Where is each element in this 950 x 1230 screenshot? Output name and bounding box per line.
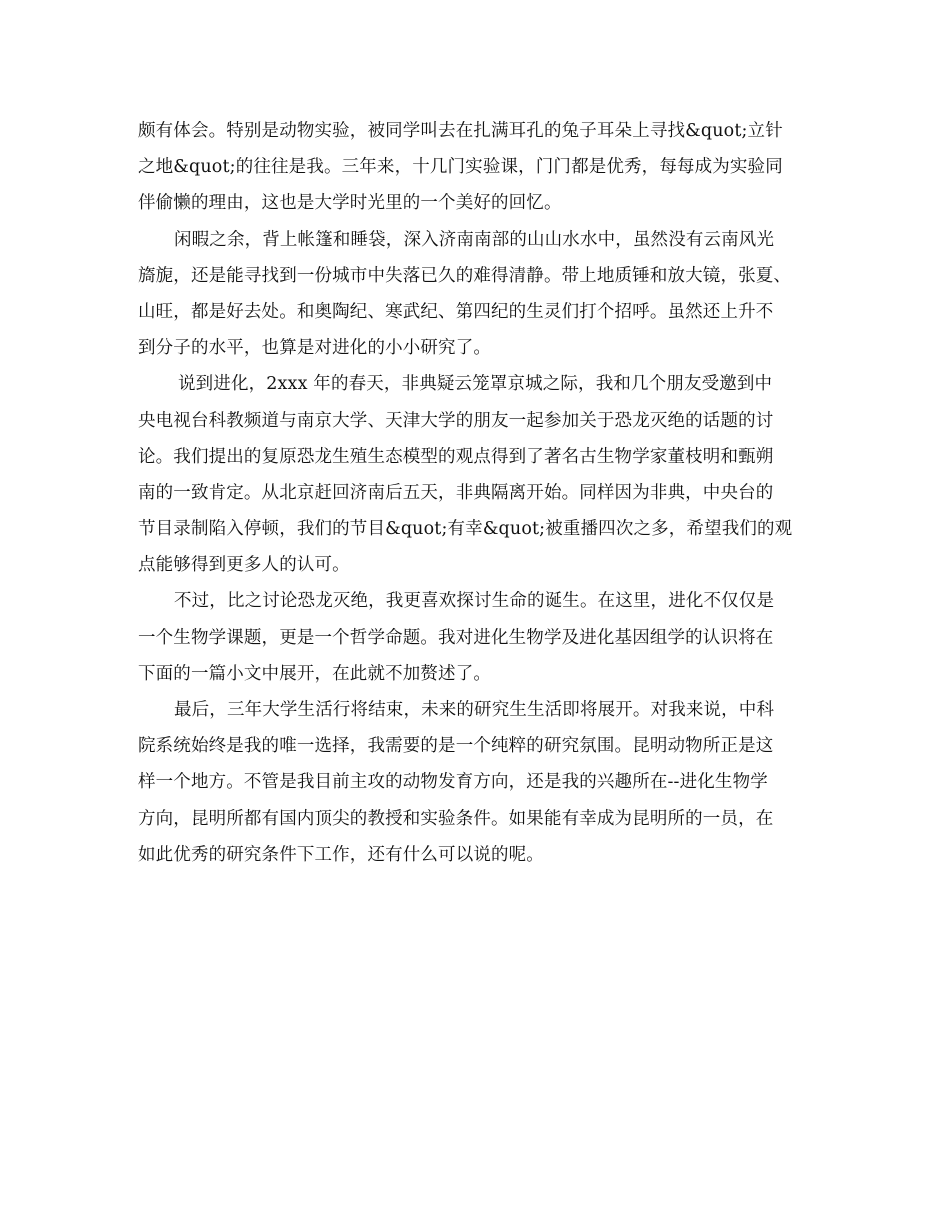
text-line: 节目录制陷入停顿，我们的节目&quot;有幸&quot;被重播四次之多，希望我们的观 xyxy=(138,519,793,540)
text-line: 如此优秀的研究条件下工作，还有什么可以说的呢。 xyxy=(138,844,544,865)
text-line: 央电视台科教频道与南京大学、天津大学的朋友一起参加关于恐龙灭绝的话题的讨 xyxy=(138,410,774,431)
text-line: 之地&quot;的往往是我。三年来，十几门实验课，门门都是优秀，每每成为实验同 xyxy=(138,157,783,178)
paragraph-start-line: 说到进化，2xxx 年的春天，非典疑云笼罩京城之际，我和几个朋友受邀到中 xyxy=(178,374,773,395)
text-line: 山旺，都是好去处。和奥陶纪、寒武纪、第四纪的生灵们打个招呼。虽然还上升不 xyxy=(138,301,774,322)
text-line: 一个生物学课题，更是一个哲学命题。我对进化生物学及进化基因组学的认识将在 xyxy=(138,627,774,648)
text-line: 旖旎，还是能寻找到一份城市中失落已久的难得清静。带上地质锤和放大镜，张夏、 xyxy=(138,265,792,286)
text-line: 下面的一篇小文中展开，在此就不加赘述了。 xyxy=(138,663,491,684)
text-line: 样一个地方。不管是我目前主攻的动物发育方向，还是我的兴趣所在--进化生物学 xyxy=(138,772,768,793)
paragraph-start-line: 不过，比之讨论恐龙灭绝，我更喜欢探讨生命的诞生。在这里，进化不仅仅是 xyxy=(174,591,775,612)
text-line: 院系统始终是我的唯一选择，我需要的是一个纯粹的研究氛围。昆明动物所正是这 xyxy=(138,736,774,757)
text-line: 方向，昆明所都有国内顶尖的教授和实验条件。如果能有幸成为昆明所的一员，在 xyxy=(138,808,774,829)
document-body xyxy=(138,113,814,873)
paragraph-start-line: 闲暇之余，背上帐篷和睡袋，深入济南南部的山山水水中，虽然没有云南风光 xyxy=(174,229,775,250)
text-line: 论。我们提出的复原恐龙生殖生态模型的观点得到了著名古生物学家董枝明和甄朔 xyxy=(138,446,774,467)
text-line: 颇有体会。特别是动物实验，被同学叫去在扎满耳孔的兔子耳朵上寻找&quot;立针 xyxy=(138,121,783,141)
text-line: 伴偷懒的理由，这也是大学时光里的一个美好的回忆。 xyxy=(138,193,562,214)
paragraph-start-line: 最后，三年大学生活行将结束，未来的研究生生活即将展开。对我来说，中科 xyxy=(174,700,775,720)
text-line: 南的一致肯定。从北京赶回济南后五天，非典隔离开始。同样因为非典，中央台的 xyxy=(138,482,774,503)
text-line: 到分子的水平，也算是对进化的小小研究了。 xyxy=(138,338,491,359)
text-line: 点能够得到更多人的认可。 xyxy=(138,555,350,576)
